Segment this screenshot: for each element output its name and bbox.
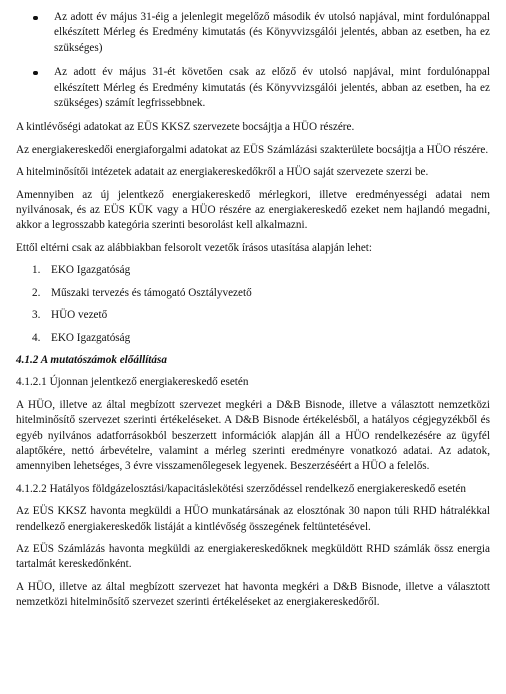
numbered-item [16, 308, 490, 323]
paragraph: A kintlévőségi adatokat az EÜS KKSZ szervezete bocsájtja a HÜO részére. [16, 121, 355, 134]
numbered-item [16, 263, 490, 278]
paragraph: Amennyiben az új jelentkező energiakereskedő mérlegkori, illetve eredményességi adatai nem nyilvánosak, és az EÜS KÜK vagy a HÜO részére az energiakereskedő ezeket nem hajlandó megadni, akkor a legrosszabb kategória szerinti besorolást kell alkalmazni. [16, 188, 490, 232]
numbered-list [16, 263, 490, 346]
item-text: Műszaki tervezés és támogató Osztályvezető [51, 286, 252, 299]
item-number: 3. [32, 309, 41, 322]
item-text: EKO Igazgatóság [51, 264, 131, 277]
paragraph: A HÜO, illetve az által megbízott szervezet hat havonta megkéri a D&B Bisnode, illetve a választott nemzetközi hitelminősítő szervezet szerinti értékeléseket az energiakereskedőről. [16, 580, 490, 609]
subsection-heading: 4.1.2.1 Újonnan jelentkező energiakereskedő esetén [16, 376, 249, 389]
item-number: 1. [32, 264, 41, 277]
item-text: HÜO vezető [51, 309, 108, 322]
paragraph: A HÜO, illetve az által megbízott szervezet megkéri a D&B Bisnode, illetve a választott nemzetközi hitelminősítő szervezet szerinti értékeléseket. A D&B Bisnode értékelésből, a hatályos cégjegyzékből és egyéb nyilvános adatforrásokból beszerzett információk alapján áll a HÜO rendelkezésére az ügyfél alaptőkére, nettó árbevételre, valamint a mérleg szerinti eredményre vonatkozó adatai. Az adatok, amennyiben lehetséges, 3 évre visszamenőlegesek legyenek. Beszerzéséért a HÜO a felelős. [16, 398, 490, 473]
numbered-item [16, 331, 490, 346]
paragraph: Az energiakereskedői energiaforgalmi adatokat az EÜS Számlázási szakterülete bocsájtja a HÜO részére. [16, 143, 489, 156]
item-number: 2. [32, 286, 41, 299]
item-number: 4. [32, 331, 41, 344]
paragraph: Az EÜS KKSZ havonta megküldi a HÜO munkatársának az elosztónak 30 napon túli RHD hátralékkal rendelkező energiakereskedők listáját a kintlévőség összegének feltüntetésével. [16, 505, 490, 533]
paragraph: Az EÜS Számlázás havonta megküldi az energiakereskedőknek megküldött RHD számlák össz energia tartalmát kereskedőnként. [16, 542, 490, 571]
bullet-item: Az adott év május 31-éig a jelenlegit megelőző második év utolsó napjával, mint fordulónappal elkészített Mérleg és Eredmény kimutatás (és Könyvvizsgálói jelentés, abban az esetben, ha ez szükséges) [16, 10, 490, 56]
paragraph: Ettől eltérni csak az alábbiakban felsorolt vezetők írásos utasítása alapján lehet: [16, 241, 372, 254]
document-page [16, 10, 490, 618]
subsection-heading: 4.1.2.2 Hatályos földgázelosztási/kapacitáslekötési szerződéssel rendelkező energiakereskedő esetén [16, 482, 466, 495]
numbered-item [16, 286, 490, 301]
item-text: EKO Igazgatóság [51, 331, 131, 344]
section-heading: 4.1.2 A mutatószámok előállítása [16, 353, 167, 366]
paragraph: A hitelminősítői intézetek adatait az energiakereskedőkről a HÜO saját szervezete szerzi be. [16, 166, 429, 179]
bullet-item: Az adott év május 31-ét követően csak az előző év utolsó napjával, mint fordulónappal elkészített Mérleg és Eredmény kimutatás (és Könyvvizsgálói jelentés, abban az esetben, ha ez szükséges) számít legfrissebbnek. [16, 65, 490, 111]
bullet-list [16, 10, 490, 111]
